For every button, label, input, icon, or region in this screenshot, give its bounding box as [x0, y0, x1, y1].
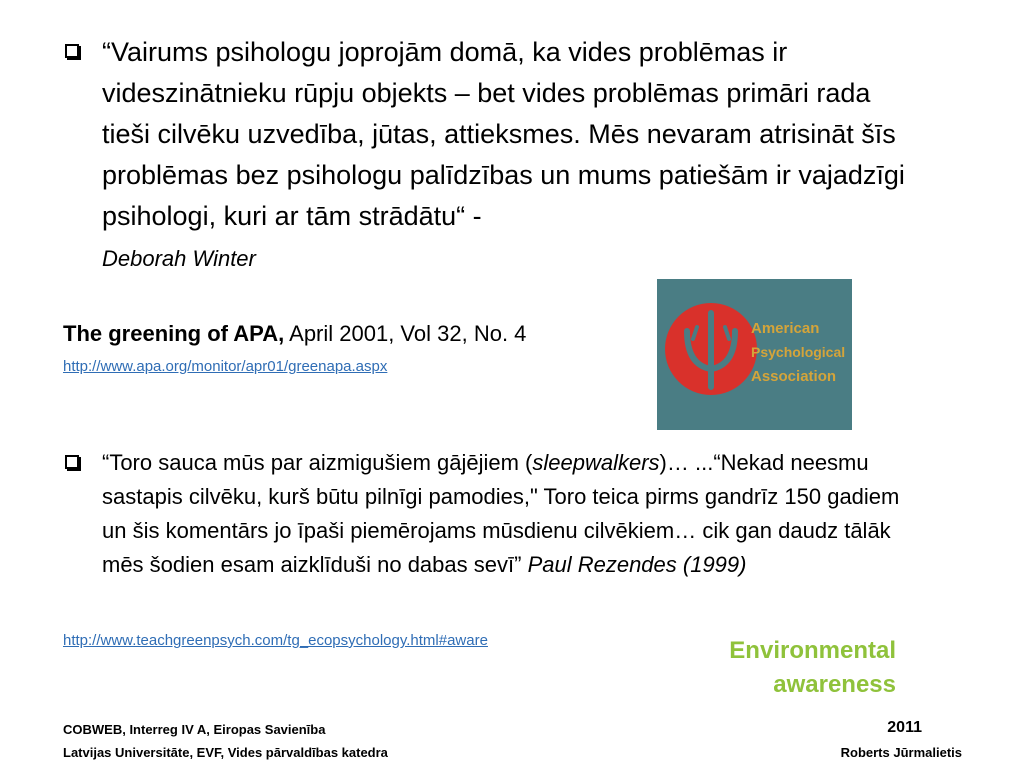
checkbox-bullet-icon: [65, 44, 79, 58]
apa-logo-line1: American: [751, 320, 820, 337]
footer-year: 2011: [887, 719, 922, 736]
quote-paul-rezendes: [102, 446, 922, 582]
topic-line2: awareness: [773, 671, 896, 698]
teachgreenpsych-link[interactable]: http://www.teachgreenpsych.com/tg_ecopsychology.html#aware: [63, 632, 488, 649]
apa-logo: [657, 279, 852, 430]
reference-details: April 2001, Vol 32, No. 4: [289, 321, 527, 346]
footer-institution: Latvijas Universitāte, EVF, Vides pārvaldības katedra: [63, 745, 388, 760]
checkbox-bullet-icon: [65, 455, 79, 469]
quote-deborah-winter: [102, 32, 922, 278]
apa-monitor-link[interactable]: http://www.apa.org/monitor/apr01/greenapa.aspx: [63, 358, 388, 375]
reference-title: The greening of APA,: [63, 321, 285, 346]
quote1-text: “Vairums psihologu joprojām domā, ka vides problēmas ir videszinātnieku rūpju objekts – bet vides problēmas primāri rada tieši cilvēku uzvedība, jūtas, attieksmes. Mēs nevaram atrisināt šīs problēmas bez psihologu palīdzības un mums patiešām ir vajadzīgi psihologi, kuri ar tām strādātu“ -: [102, 37, 905, 231]
apa-logo-line3: Association: [751, 368, 837, 385]
quote2-author: Paul Rezendes (1999): [527, 552, 747, 577]
reference-citation: [63, 319, 526, 349]
apa-logo-line2: Psychological: [751, 344, 846, 360]
topic-line1: Environmental: [729, 637, 896, 664]
quote2-italic-word: sleepwalkers: [532, 450, 660, 475]
apa-logo-graphic: [657, 279, 852, 430]
quote2-part1: “Toro sauca mūs par aizmigušiem gājējiem (: [102, 450, 533, 475]
footer-project: COBWEB, Interreg IV A, Eiropas Savienība: [63, 722, 326, 737]
topic-label: [729, 634, 896, 702]
quote1-author: Deborah Winter: [102, 246, 256, 271]
footer-author: Roberts Jūrmalietis: [840, 745, 962, 760]
quote2-part2: )… ...“Nekad neesmu sastapis cilvēku, kurš būtu pilnīgi pamodies," Toro teica pirms gandrīz 150 gadiem un šis komentārs jo īpaši piemērojams mūsdienu cilvēkiem… cik gan daudz tālāk mēs šodien esam aizklīduši no dabas sevī”: [102, 450, 900, 577]
